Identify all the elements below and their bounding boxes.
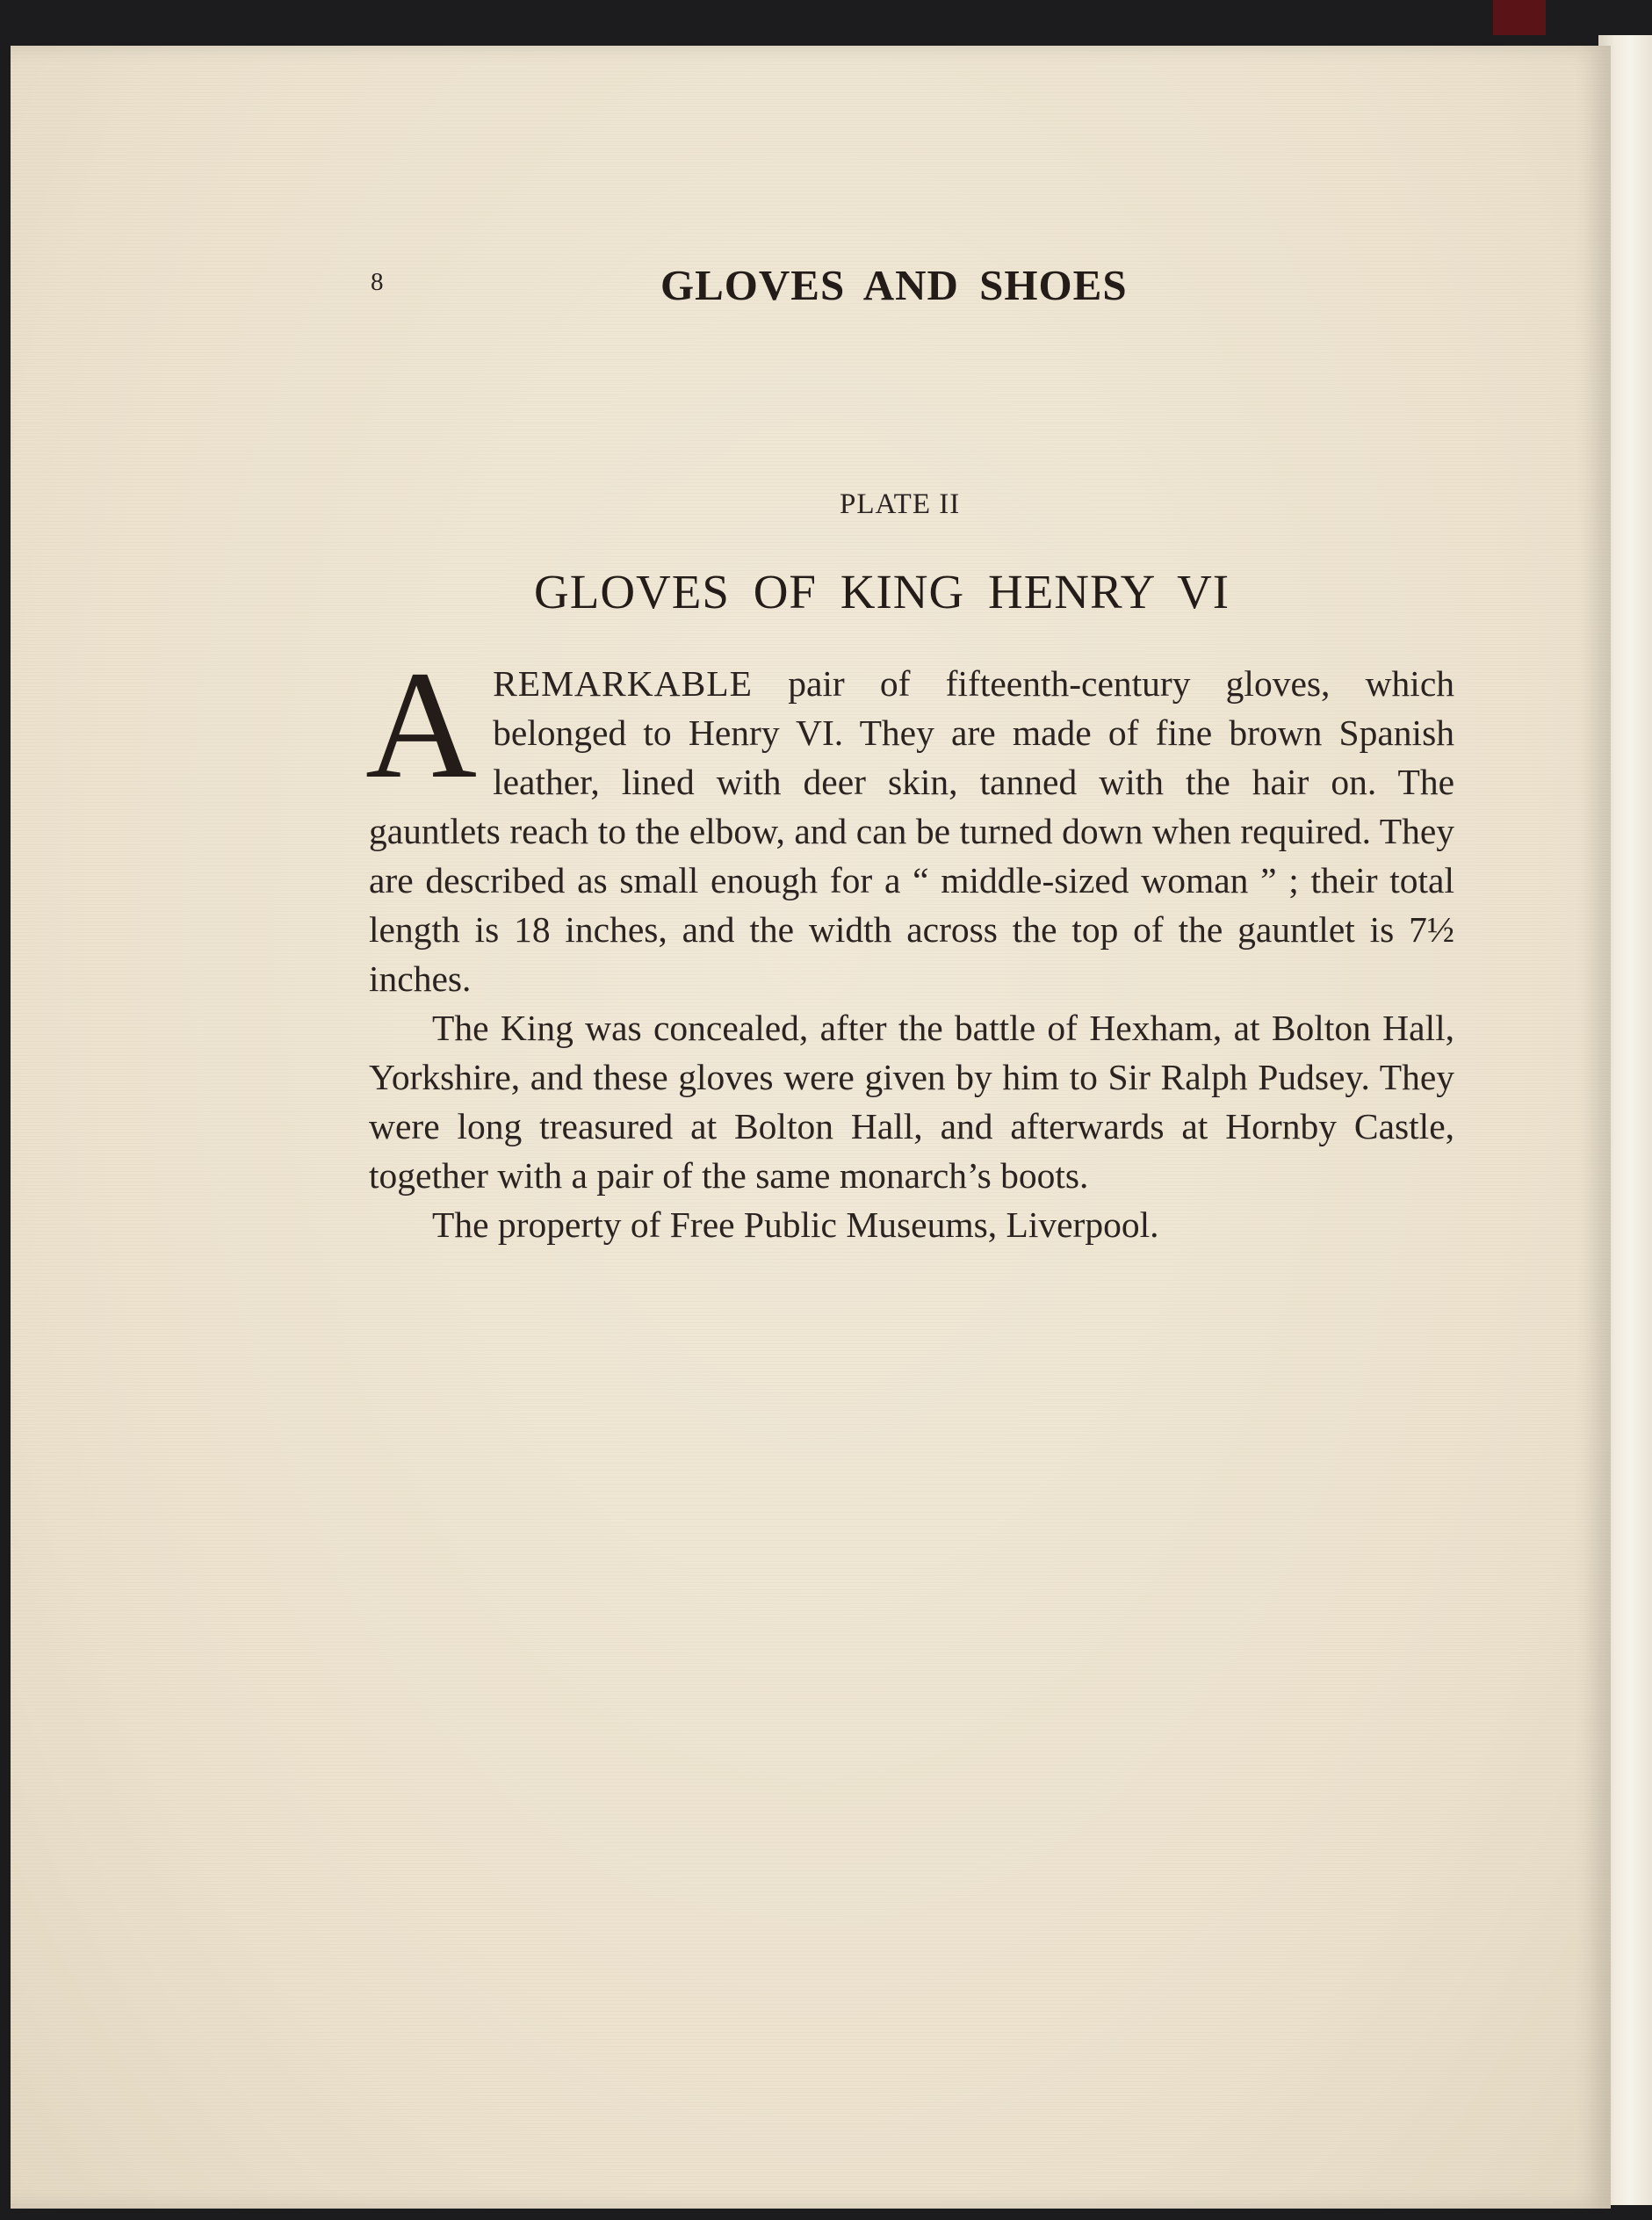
body-text [365, 640, 1454, 1249]
paragraph-3: The property of Free Public Museums, Liverpool. [432, 1204, 1159, 1245]
paragraph-2: The King was concealed, after the battle of Hexham, at Bolton Hall, Yorkshire, and these gloves were given by him to Sir Ralph Pudsey. They were long treasured at Bolton Hall, and afterwards at Hornby Castle, together with a pair of the same monarch’s boots. [369, 1008, 1454, 1196]
plate-title: GLOVES OF KING HENRY VI [534, 565, 1230, 618]
plate-label: PLATE II [840, 488, 961, 520]
bookmark-ribbon [1493, 0, 1546, 35]
lead-word: REMARKABLE [493, 663, 754, 704]
drop-cap: A [365, 640, 478, 811]
paragraph-1 [365, 640, 1454, 1003]
page-number: 8 [371, 268, 384, 296]
running-head: GLOVES AND SHOES [660, 261, 1128, 309]
paragraph-1-text: pair of fifteenth-century gloves, which belonged to Henry VI. They are made of fine brown Spanish leather, lined with deer skin, tanned with the hair on. The gauntlets reach to the elbow, and can be turned down when required. They are described as small enough for a “ middle-sized woman ” ; their total length is 18 inches, and the width across the top of the gauntlet is 7½ inches. [369, 663, 1454, 999]
